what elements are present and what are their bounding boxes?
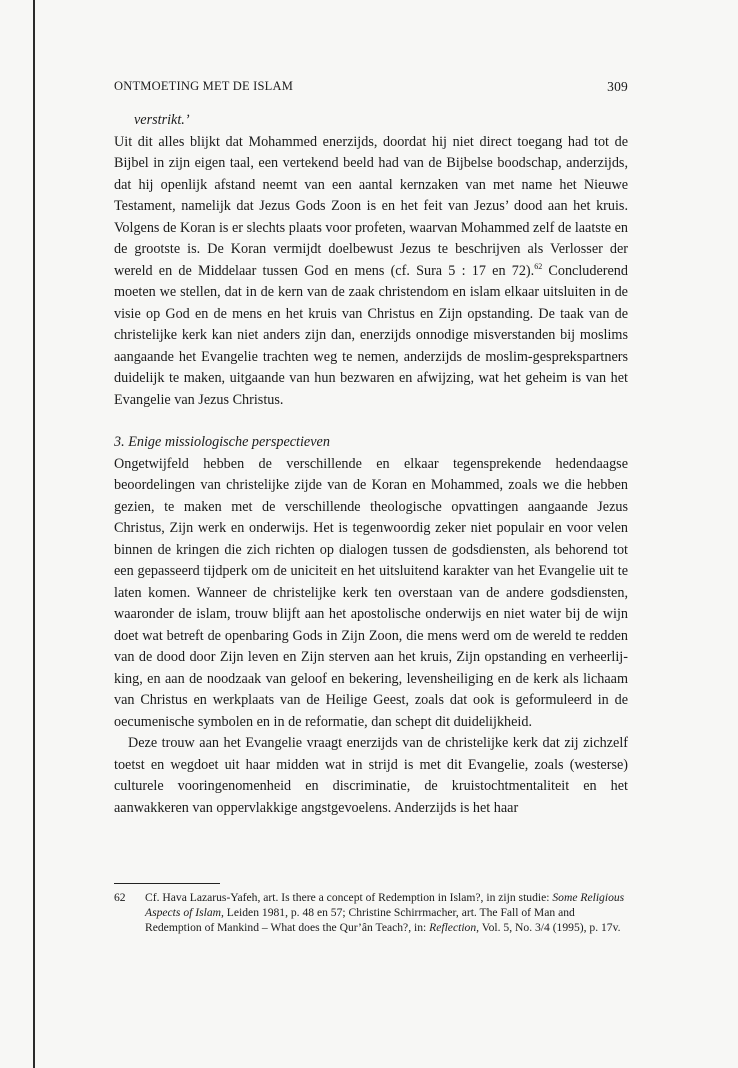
footnote-number: 62 <box>114 891 126 904</box>
paragraph-3: Deze trouw aan het Evangelie vraagt enerzijds van de christelijke kerk dat zij zichzelf toetst en wegdoet uit haar midden wat in strijd is met dit Evangelie, zoals (westerse) culturele vooringenomenheid en discriminatie, de kruistochtmentaliteit en het aanwakkeren van oppervlakkige angstgevoelens. Anderzijds is het haar <box>114 735 628 816</box>
footnote-reference: 62 <box>534 261 543 271</box>
page-number: 309 <box>607 79 628 94</box>
running-title: ONTMOETING MET DE ISLAM <box>114 79 294 93</box>
footnote-divider <box>114 883 220 884</box>
footnote-journal-title: Reflection, <box>429 921 480 934</box>
footnote-text-a: Cf. Hava Lazarus-Yafeh, art. Is there a concept of Redemption in Islam?, in zijn studie: <box>145 891 553 904</box>
running-header <box>114 79 628 99</box>
footnote-text <box>145 890 628 935</box>
paragraph-1-part-a: Uit dit alles blijkt dat Mohammed enerzijds, doordat hij niet direct toegang had tot de Bijbel in zijn eigen taal, een vertekend beeld had van de Bijbelse boodschap, anderzijds, dat hij openlijk afstand neemt van een aantal kernzaken van met name het Nieuwe Testament, namelijk dat Jezus Gods Zoon is en het feit van Jezus’ dood aan het kruis. Volgens de Koran is er slechts plaats voor profeten, waarvan Mohammed zelf de laatste en de grootste is. De Koran vermijdt doelbewust Jezus te beschrijven als Verlosser der wereld en de Middelaar tussen God en mens (cf. Sura 5 : 17 en 72). <box>114 133 628 279</box>
quote-ending: verstrikt.’ <box>134 112 190 128</box>
paragraph-1-part-b: Concluderend moeten we stellen, dat in de kern van de zaak christendom en islam elkaar uitsluiten in de visie op God en de mens en het kruis van Christus en Zijn opstanding. De taak van de christelijke kerk kan niet anders zijn dan, enerzijds onnodige misverstanden bij moslims aangaande het Evangelie trachten weg te nemen, anderzijds de moslim-gesprekspartners duidelijk te maken, uitgaande van hun bezwaren en afwijzing, wat het geheim is van het Evangelie van Jezus Christus. <box>114 262 628 408</box>
footnote-text-b: Leiden 1981, p. 48 en 57; Christine Schirrmacher, art. The Fall of Man and Redemption of Mankind – What does the Qur’ân Teach?, in: <box>145 906 575 934</box>
footnote-book-title: Some Religious Aspects of Islam, <box>145 891 625 919</box>
section-heading: 3. Enige missiologische perspectieven <box>114 434 330 450</box>
body-text <box>114 110 628 819</box>
paragraph-2: Ongetwijfeld hebben de verschillende en elkaar tegensprekende hedendaagse beoordelingen van christelijke zijde van de Koran en Mohammed, zoals we die hebben gezien, te maken met de verschillende theologische opvattingen aangaande Jezus Christus, Zijn werk en onderwijs. Het is tegenwoordig zeker niet populair en voor velen binnen de kringen die zich richten op dialogen tussen de godsdiensten, als behorend tot een gepasseerd tijdperk om de uniciteit en het uitsluitend karakter van het Evangelie uit te laten komen. Wanneer de christelijke kerk ten overstaan van de andere godsdiensten, waaronder de islam, trouw blijft aan het apostolische onderwijs en niet water bij de wijn doet wat betreft de openbaring Gods in Zijn Zoon, die mens werd om de wereld te redden van de dood door Zijn leven en Zijn sterven aan het kruis, Zijn opstanding en verheerlijking, en aan de noodzaak van geloof en bekering, levensheiliging en de kerk als lichaam van Christus en werkplaats van de Heilige Geest, zoals dat ook is geformuleerd in de oecumenische symbolen en in de reformatie, dan schept dit duidelijkheid. <box>114 455 628 730</box>
paragraph-1 <box>114 132 628 412</box>
page-binding-edge <box>33 0 35 1068</box>
footnote-text-c: Vol. 5, No. 3/4 (1995), p. 17v. <box>479 921 621 934</box>
